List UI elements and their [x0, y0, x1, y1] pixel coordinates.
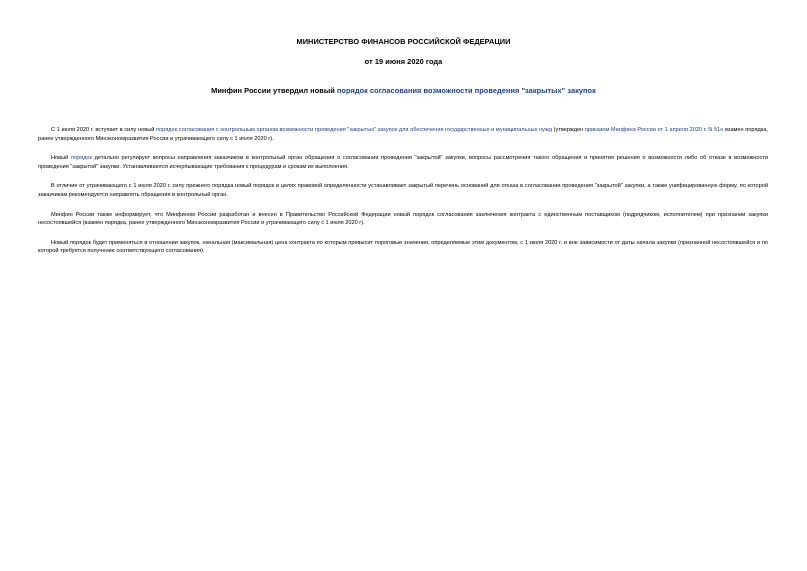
headline [0, 86, 807, 95]
paragraph-5: Новый порядок будет применяться в отношении закупок, начальная (максимальная) цена контракта по которым превысит пороговые значения, определяемые этим документом, с 1 июля 2020 г. и вне зависимости от даты начала закупки (признанной несостоявшейся и по которой требуется получение соответствующего согласования). [38, 239, 768, 255]
paragraph-3: В отличие от утрачивающего с 1 июля 2020 г. силу прежнего порядка новый порядок в целях правовой определенности устанавливает закрытый перечень оснований для отказа в согласовании проведения "закрытой" закупки, а также унифицированную форму, по которой заказчикам рекомендуется направлять обращения в контрольный орган. [38, 183, 768, 198]
paragraph-text: Новый [51, 155, 71, 162]
organization-name: МИНИСТЕРСТВО ФИНАНСОВ РОССИЙСКОЙ ФЕДЕРАЦИИ [296, 37, 511, 46]
headline-text: Минфин России утвердил новый [211, 86, 337, 95]
paragraph-text: детально регулирует вопросы направления заказчиком в контрольный орган обращения о согласовании проведения "закрытой" закупки, вопросы рассмотрения такого обращения и принятия решения о возможности либо об отказе в возможности проведения "закрытой" закупки. Устанавливаются исчерпывающие требования к процедурам и срокам их выполнения. [38, 155, 768, 170]
paragraph-4: Минфин России также информирует, что Минфином России разработан и внесен в Правительство Российской Федерации новый порядок согласования заключения контракта с единственным поставщиком (подрядчиком, исполнителем) при признании закупки несостоявшейся (взамен порядка, ранее утвержденного Минэкономразвития России и утрачивающего силу с 1 июля 2020 г). [38, 211, 768, 227]
paragraph-2 [38, 154, 768, 171]
paragraph-1 [38, 126, 768, 143]
order-link[interactable]: приказом Минфина России от 1 апреля 2020 г. N 51н [584, 127, 724, 133]
document-body [38, 126, 768, 267]
paragraph-text: взамен порядка, ранее утвержденного Минэкономразвития России и утрачивающего силу с 1 июля 2020 г). [38, 127, 768, 142]
paragraph-text: С 1 июля 2020 г. вступает в силу новый [51, 127, 156, 133]
headline-link[interactable]: порядок согласования возможности проведения "закрытых" закупок [336, 86, 596, 95]
procedure-link-short[interactable]: порядок [70, 155, 92, 162]
procedure-link[interactable]: порядок согласования с контрольным органом возможности проведения "закрытых" закупок для обеспечения государственных и муниципальных нужд [156, 127, 553, 133]
document-date: от 19 июня 2020 года [364, 57, 443, 66]
paragraph-text: (утвержден [552, 127, 585, 133]
